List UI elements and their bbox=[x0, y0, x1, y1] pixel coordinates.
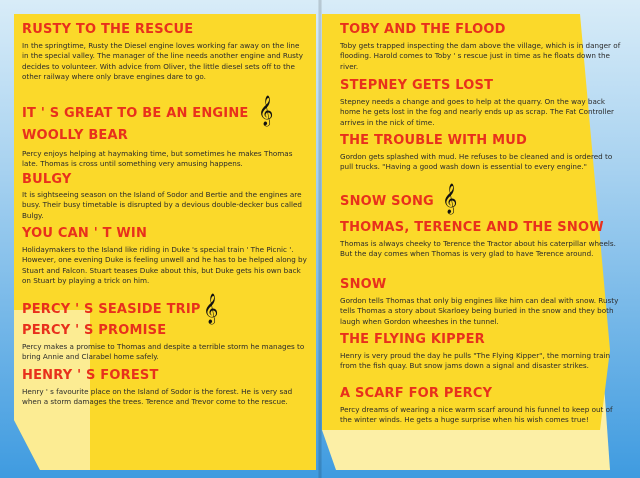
story-text-woolly-bear: Percy enjoys helping at haymaking time, but sometimes he makes Thomas late. Thomas is cross until something very amusing happens. bbox=[22, 149, 293, 169]
story-text-thomas-terence-and-the-snow: Thomas is always cheeky to Terence the Tractor about his caterpillar wheels. But the day comes when Thomas is very glad to have Terence around. bbox=[340, 239, 616, 259]
story-text-the-flying-kipper: Henry is very proud the day he pulls "The Flying Kipper", the morning train from the fish quay. But snow jams down a signal and disaster strikes. bbox=[340, 351, 611, 371]
story-title-the-flying-kipper: THE FLYING KIPPER bbox=[340, 332, 485, 347]
story-title-toby-and-the-flood: TOBY AND THE FLOOD bbox=[340, 22, 506, 37]
story-title-you-cant-win: YOU CAN ' T WIN bbox=[22, 226, 148, 241]
story-text-rusty-to-the-rescue: In the springtime, Rusty the Diesel engine loves working far away on the line in the special valley. The manager of the line needs another engine and Rusty decides to volunteer. With advice from Oliver, the little diesel sets off to the other railway where only brave engines dare to go. bbox=[22, 41, 303, 82]
story-title-snow: SNOW bbox=[340, 277, 387, 292]
right-page bbox=[320, 0, 640, 478]
story-title-snow-song: SNOW SONG bbox=[340, 194, 434, 209]
story-title-its-great-to-be-an-engine: IT ' S GREAT TO BE AN ENGINE bbox=[22, 106, 249, 121]
story-title-the-trouble-with-mud: THE TROUBLE WITH MUD bbox=[340, 133, 527, 148]
story-text-stepney-gets-lost: Stepney needs a change and goes to help at the quarry. On the way back home he gets lost in the fog and nearly ends up as scrap. The Fat Controller arrives in the nick of time. bbox=[340, 97, 614, 127]
story-text-a-scarf-for-percy: Percy dreams of wearing a nice warm scarf around his funnel to keep out of the winter winds. He gets a huge surprise when his wish comes true! bbox=[340, 405, 613, 425]
story-title-rusty-to-the-rescue: RUSTY TO THE RESCUE bbox=[22, 22, 194, 37]
story-title-thomas-terence-and-the-snow: THOMAS, TERENCE AND THE SNOW bbox=[340, 220, 604, 235]
music-note-icon: 𝄞 bbox=[442, 184, 458, 214]
story-title-henrys-forest: HENRY ' S FOREST bbox=[22, 368, 159, 383]
story-text-you-cant-win: Holidaymakers to the Island like riding in Duke 's special train ' The Picnic '. However, one evening Duke is feeling unwell and he has to be helped along by Stuart and Falcon. Stuart teases Duke about this, but Duke gets his own back on Stuart by playing a trick on him. bbox=[22, 245, 307, 286]
story-text-toby-and-the-flood: Toby gets trapped inspecting the dam above the village, which is in danger of flooding. Harold comes to Toby ' s rescue just in time as he floats down the river. bbox=[340, 41, 621, 71]
story-text-percys-promise: Percy makes a promise to Thomas and despite a terrible storm he manages to bring Annie and Clarabel home safely. bbox=[22, 342, 305, 362]
story-text-bulgy: It is sightseeing season on the Island of Sodor and Bertie and the engines are busy. Their busy timetable is disrupted by a devious double-decker bus called Bulgy. bbox=[22, 190, 302, 220]
music-note-icon: 𝄞 bbox=[203, 294, 219, 324]
story-title-percys-seaside-trip: PERCY ' S SEASIDE TRIP bbox=[22, 302, 201, 317]
story-text-the-trouble-with-mud: Gordon gets splashed with mud. He refuses to be cleaned and is ordered to pull trucks. "Having a good wash down is essential to every engine." bbox=[340, 152, 613, 172]
story-title-percys-promise: PERCY ' S PROMISE bbox=[22, 323, 167, 338]
music-note-icon: 𝄞 bbox=[258, 96, 274, 126]
story-title-a-scarf-for-percy: A SCARF FOR PERCY bbox=[340, 386, 493, 401]
story-text-henrys-forest: Henry ' s favourite place on the Island of Sodor is the forest. He is very sad when a storm damages the trees. Terence and Trevor come to the rescue. bbox=[22, 387, 293, 407]
story-title-bulgy: BULGY bbox=[22, 172, 72, 187]
story-title-stepney-gets-lost: STEPNEY GETS LOST bbox=[340, 78, 494, 93]
story-title-woolly-bear: WOOLLY BEAR bbox=[22, 128, 128, 143]
story-text-snow: Gordon tells Thomas that only big engines like him can deal with snow. Rusty tells Thomas a story about Skarloey being buried in the snow and they both laugh when Gordon wheeshes in the tunnel. bbox=[340, 296, 619, 326]
